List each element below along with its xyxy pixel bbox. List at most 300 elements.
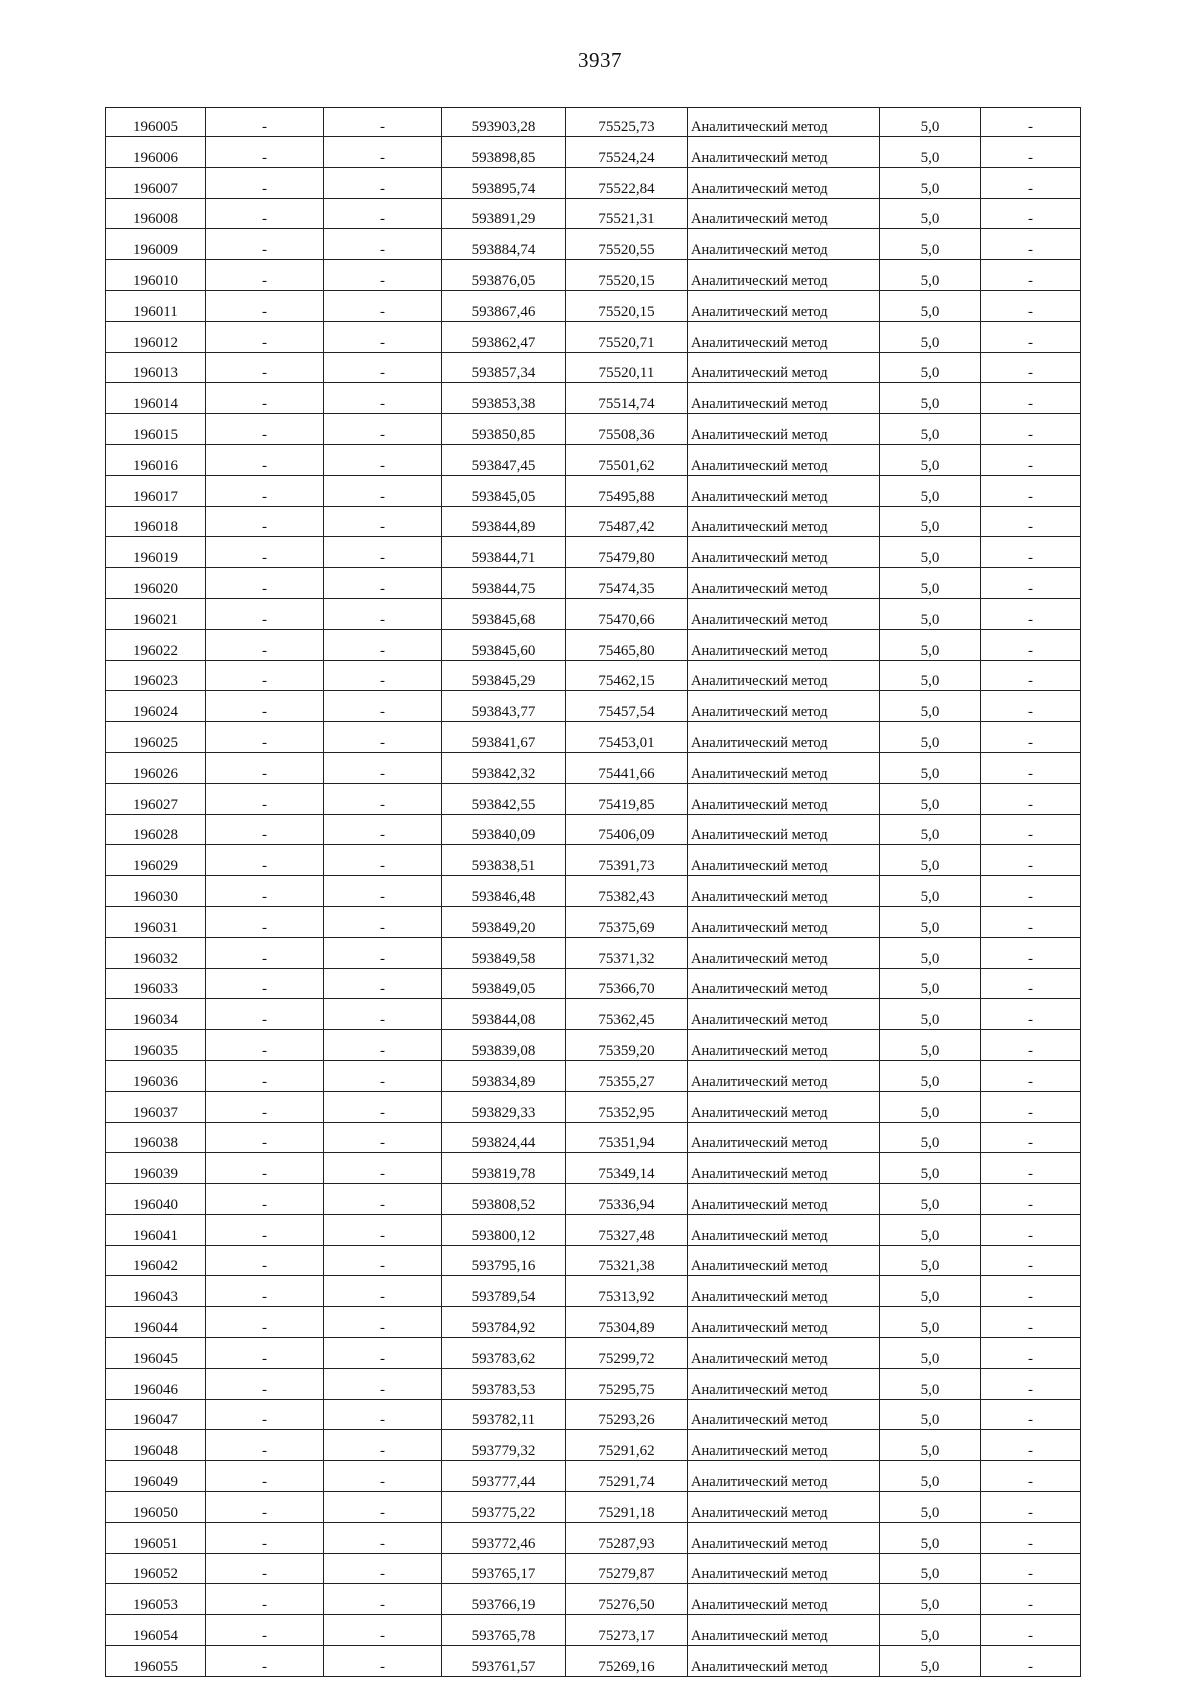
method-cell: Аналитический метод	[688, 1522, 880, 1553]
point-number-cell: 196039	[106, 1153, 206, 1184]
method-cell: Аналитический метод	[688, 137, 880, 168]
x-coordinate-cell: 593857,34	[442, 352, 566, 383]
dash-cell: -	[981, 537, 1081, 568]
point-number-cell: 196042	[106, 1245, 206, 1276]
table-row	[106, 906, 1081, 937]
y-coordinate-cell: 75293,26	[566, 1399, 688, 1430]
y-coordinate-cell: 75391,73	[566, 845, 688, 876]
dash-cell: -	[206, 321, 324, 352]
y-coordinate-cell: 75524,24	[566, 137, 688, 168]
y-coordinate-cell: 75522,84	[566, 167, 688, 198]
method-cell: Аналитический метод	[688, 906, 880, 937]
dash-cell: -	[981, 414, 1081, 445]
table-row	[106, 876, 1081, 907]
dash-cell: -	[324, 1122, 442, 1153]
point-number-cell: 196028	[106, 814, 206, 845]
dash-cell: -	[324, 1522, 442, 1553]
dash-cell: -	[206, 752, 324, 783]
point-number-cell: 196047	[106, 1399, 206, 1430]
y-coordinate-cell: 75508,36	[566, 414, 688, 445]
point-number-cell: 196035	[106, 1030, 206, 1061]
table-row	[106, 1399, 1081, 1430]
method-cell: Аналитический метод	[688, 722, 880, 753]
dash-cell: -	[981, 108, 1081, 137]
dash-cell: -	[324, 1060, 442, 1091]
table-row	[106, 752, 1081, 783]
point-number-cell: 196009	[106, 229, 206, 260]
dash-cell: -	[324, 752, 442, 783]
y-coordinate-cell: 75291,74	[566, 1461, 688, 1492]
y-coordinate-cell: 75375,69	[566, 906, 688, 937]
accuracy-cell: 5,0	[880, 568, 981, 599]
point-number-cell: 196013	[106, 352, 206, 383]
accuracy-cell: 5,0	[880, 1091, 981, 1122]
y-coordinate-cell: 75520,15	[566, 290, 688, 321]
accuracy-cell: 5,0	[880, 752, 981, 783]
dash-cell: -	[206, 660, 324, 691]
accuracy-cell: 5,0	[880, 1522, 981, 1553]
dash-cell: -	[324, 1553, 442, 1584]
table-row	[106, 1522, 1081, 1553]
dash-cell: -	[324, 1399, 442, 1430]
dash-cell: -	[324, 1245, 442, 1276]
x-coordinate-cell: 593891,29	[442, 198, 566, 229]
y-coordinate-cell: 75457,54	[566, 691, 688, 722]
x-coordinate-cell: 593840,09	[442, 814, 566, 845]
y-coordinate-cell: 75269,16	[566, 1646, 688, 1677]
table-row	[106, 999, 1081, 1030]
x-coordinate-cell: 593819,78	[442, 1153, 566, 1184]
y-coordinate-cell: 75525,73	[566, 108, 688, 137]
dash-cell: -	[981, 598, 1081, 629]
accuracy-cell: 5,0	[880, 290, 981, 321]
accuracy-cell: 5,0	[880, 229, 981, 260]
dash-cell: -	[981, 1245, 1081, 1276]
dash-cell: -	[981, 814, 1081, 845]
accuracy-cell: 5,0	[880, 537, 981, 568]
method-cell: Аналитический метод	[688, 383, 880, 414]
accuracy-cell: 5,0	[880, 968, 981, 999]
accuracy-cell: 5,0	[880, 1214, 981, 1245]
dash-cell: -	[324, 1153, 442, 1184]
method-cell: Аналитический метод	[688, 167, 880, 198]
table-row	[106, 1030, 1081, 1061]
y-coordinate-cell: 75520,55	[566, 229, 688, 260]
accuracy-cell: 5,0	[880, 691, 981, 722]
point-number-cell: 196038	[106, 1122, 206, 1153]
dash-cell: -	[206, 414, 324, 445]
table-row	[106, 598, 1081, 629]
method-cell: Аналитический метод	[688, 1122, 880, 1153]
point-number-cell: 196020	[106, 568, 206, 599]
table-row	[106, 198, 1081, 229]
dash-cell: -	[206, 198, 324, 229]
accuracy-cell: 5,0	[880, 198, 981, 229]
dash-cell: -	[981, 198, 1081, 229]
method-cell: Аналитический метод	[688, 108, 880, 137]
table-row	[106, 1615, 1081, 1646]
dash-cell: -	[324, 167, 442, 198]
x-coordinate-cell: 593795,16	[442, 1245, 566, 1276]
dash-cell: -	[206, 783, 324, 814]
dash-cell: -	[206, 1430, 324, 1461]
accuracy-cell: 5,0	[880, 845, 981, 876]
y-coordinate-cell: 75291,18	[566, 1492, 688, 1523]
method-cell: Аналитический метод	[688, 1368, 880, 1399]
x-coordinate-cell: 593841,67	[442, 722, 566, 753]
dash-cell: -	[981, 906, 1081, 937]
table-row	[106, 722, 1081, 753]
table-row	[106, 629, 1081, 660]
dash-cell: -	[324, 1430, 442, 1461]
dash-cell: -	[206, 290, 324, 321]
x-coordinate-cell: 593808,52	[442, 1184, 566, 1215]
y-coordinate-cell: 75479,80	[566, 537, 688, 568]
dash-cell: -	[206, 352, 324, 383]
table-row	[106, 1646, 1081, 1677]
dash-cell: -	[981, 1492, 1081, 1523]
method-cell: Аналитический метод	[688, 537, 880, 568]
dash-cell: -	[981, 137, 1081, 168]
accuracy-cell: 5,0	[880, 137, 981, 168]
method-cell: Аналитический метод	[688, 1461, 880, 1492]
x-coordinate-cell: 593844,08	[442, 999, 566, 1030]
dash-cell: -	[324, 1214, 442, 1245]
accuracy-cell: 5,0	[880, 444, 981, 475]
dash-cell: -	[206, 1368, 324, 1399]
table-row	[106, 691, 1081, 722]
y-coordinate-cell: 75470,66	[566, 598, 688, 629]
dash-cell: -	[981, 444, 1081, 475]
point-number-cell: 196051	[106, 1522, 206, 1553]
accuracy-cell: 5,0	[880, 167, 981, 198]
accuracy-cell: 5,0	[880, 1307, 981, 1338]
method-cell: Аналитический метод	[688, 999, 880, 1030]
point-number-cell: 196032	[106, 937, 206, 968]
dash-cell: -	[981, 352, 1081, 383]
x-coordinate-cell: 593844,75	[442, 568, 566, 599]
accuracy-cell: 5,0	[880, 1615, 981, 1646]
dash-cell: -	[206, 1214, 324, 1245]
dash-cell: -	[981, 660, 1081, 691]
table-row	[106, 475, 1081, 506]
y-coordinate-cell: 75462,15	[566, 660, 688, 691]
accuracy-cell: 5,0	[880, 1338, 981, 1369]
y-coordinate-cell: 75362,45	[566, 999, 688, 1030]
dash-cell: -	[206, 906, 324, 937]
method-cell: Аналитический метод	[688, 845, 880, 876]
dash-cell: -	[324, 137, 442, 168]
accuracy-cell: 5,0	[880, 1153, 981, 1184]
dash-cell: -	[324, 537, 442, 568]
method-cell: Аналитический метод	[688, 198, 880, 229]
table-row	[106, 1276, 1081, 1307]
dash-cell: -	[206, 1153, 324, 1184]
table-row	[106, 137, 1081, 168]
point-number-cell: 196033	[106, 968, 206, 999]
accuracy-cell: 5,0	[880, 906, 981, 937]
dash-cell: -	[206, 999, 324, 1030]
accuracy-cell: 5,0	[880, 1646, 981, 1677]
y-coordinate-cell: 75521,31	[566, 198, 688, 229]
method-cell: Аналитический метод	[688, 568, 880, 599]
accuracy-cell: 5,0	[880, 506, 981, 537]
y-coordinate-cell: 75313,92	[566, 1276, 688, 1307]
table-row	[106, 414, 1081, 445]
x-coordinate-cell: 593862,47	[442, 321, 566, 352]
table-row	[106, 506, 1081, 537]
method-cell: Аналитический метод	[688, 475, 880, 506]
dash-cell: -	[981, 1184, 1081, 1215]
point-number-cell: 196055	[106, 1646, 206, 1677]
dash-cell: -	[206, 1646, 324, 1677]
y-coordinate-cell: 75321,38	[566, 1245, 688, 1276]
table-row	[106, 1214, 1081, 1245]
accuracy-cell: 5,0	[880, 1430, 981, 1461]
dash-cell: -	[206, 108, 324, 137]
point-number-cell: 196029	[106, 845, 206, 876]
dash-cell: -	[206, 568, 324, 599]
y-coordinate-cell: 75465,80	[566, 629, 688, 660]
accuracy-cell: 5,0	[880, 352, 981, 383]
dash-cell: -	[981, 937, 1081, 968]
y-coordinate-cell: 75514,74	[566, 383, 688, 414]
table-row	[106, 1184, 1081, 1215]
dash-cell: -	[981, 1461, 1081, 1492]
table-row	[106, 1492, 1081, 1523]
method-cell: Аналитический метод	[688, 1338, 880, 1369]
accuracy-cell: 5,0	[880, 876, 981, 907]
method-cell: Аналитический метод	[688, 629, 880, 660]
dash-cell: -	[324, 999, 442, 1030]
dash-cell: -	[981, 1214, 1081, 1245]
x-coordinate-cell: 593784,92	[442, 1307, 566, 1338]
method-cell: Аналитический метод	[688, 352, 880, 383]
x-coordinate-cell: 593849,58	[442, 937, 566, 968]
y-coordinate-cell: 75351,94	[566, 1122, 688, 1153]
dash-cell: -	[324, 906, 442, 937]
dash-cell: -	[981, 1338, 1081, 1369]
point-number-cell: 196049	[106, 1461, 206, 1492]
dash-cell: -	[206, 629, 324, 660]
x-coordinate-cell: 593849,20	[442, 906, 566, 937]
x-coordinate-cell: 593779,32	[442, 1430, 566, 1461]
table-row	[106, 845, 1081, 876]
point-number-cell: 196053	[106, 1584, 206, 1615]
x-coordinate-cell: 593847,45	[442, 444, 566, 475]
dash-cell: -	[981, 321, 1081, 352]
accuracy-cell: 5,0	[880, 1399, 981, 1430]
dash-cell: -	[981, 999, 1081, 1030]
y-coordinate-cell: 75304,89	[566, 1307, 688, 1338]
method-cell: Аналитический метод	[688, 1091, 880, 1122]
y-coordinate-cell: 75520,11	[566, 352, 688, 383]
table-row	[106, 321, 1081, 352]
y-coordinate-cell: 75295,75	[566, 1368, 688, 1399]
method-cell: Аналитический метод	[688, 1553, 880, 1584]
y-coordinate-cell: 75520,71	[566, 321, 688, 352]
dash-cell: -	[206, 1276, 324, 1307]
point-number-cell: 196050	[106, 1492, 206, 1523]
table-row	[106, 444, 1081, 475]
x-coordinate-cell: 593845,29	[442, 660, 566, 691]
point-number-cell: 196030	[106, 876, 206, 907]
dash-cell: -	[206, 1030, 324, 1061]
dash-cell: -	[206, 1091, 324, 1122]
point-number-cell: 196007	[106, 167, 206, 198]
dash-cell: -	[324, 783, 442, 814]
dash-cell: -	[206, 1615, 324, 1646]
dash-cell: -	[981, 1430, 1081, 1461]
dash-cell: -	[206, 1338, 324, 1369]
x-coordinate-cell: 593884,74	[442, 229, 566, 260]
method-cell: Аналитический метод	[688, 506, 880, 537]
method-cell: Аналитический метод	[688, 660, 880, 691]
x-coordinate-cell: 593853,38	[442, 383, 566, 414]
dash-cell: -	[324, 1030, 442, 1061]
point-number-cell: 196034	[106, 999, 206, 1030]
dash-cell: -	[324, 1368, 442, 1399]
dash-cell: -	[981, 752, 1081, 783]
point-number-cell: 196018	[106, 506, 206, 537]
x-coordinate-cell: 593834,89	[442, 1060, 566, 1091]
y-coordinate-cell: 75299,72	[566, 1338, 688, 1369]
dash-cell: -	[324, 598, 442, 629]
dash-cell: -	[981, 968, 1081, 999]
accuracy-cell: 5,0	[880, 1492, 981, 1523]
point-number-cell: 196044	[106, 1307, 206, 1338]
table-row	[106, 1461, 1081, 1492]
dash-cell: -	[324, 1276, 442, 1307]
accuracy-cell: 5,0	[880, 722, 981, 753]
point-number-cell: 196014	[106, 383, 206, 414]
point-number-cell: 196037	[106, 1091, 206, 1122]
dash-cell: -	[981, 1122, 1081, 1153]
dash-cell: -	[206, 1522, 324, 1553]
y-coordinate-cell: 75453,01	[566, 722, 688, 753]
method-cell: Аналитический метод	[688, 937, 880, 968]
dash-cell: -	[981, 475, 1081, 506]
table-body	[106, 108, 1081, 1677]
method-cell: Аналитический метод	[688, 876, 880, 907]
table-row	[106, 167, 1081, 198]
method-cell: Аналитический метод	[688, 1399, 880, 1430]
dash-cell: -	[206, 1461, 324, 1492]
accuracy-cell: 5,0	[880, 260, 981, 291]
method-cell: Аналитический метод	[688, 1276, 880, 1307]
dash-cell: -	[324, 1461, 442, 1492]
dash-cell: -	[324, 968, 442, 999]
x-coordinate-cell: 593876,05	[442, 260, 566, 291]
table-row	[106, 1060, 1081, 1091]
point-number-cell: 196011	[106, 290, 206, 321]
table-row	[106, 1091, 1081, 1122]
dash-cell: -	[981, 1399, 1081, 1430]
accuracy-cell: 5,0	[880, 1030, 981, 1061]
dash-cell: -	[981, 1522, 1081, 1553]
y-coordinate-cell: 75273,17	[566, 1615, 688, 1646]
dash-cell: -	[324, 629, 442, 660]
dash-cell: -	[206, 1584, 324, 1615]
table-row	[106, 660, 1081, 691]
x-coordinate-cell: 593844,89	[442, 506, 566, 537]
point-number-cell: 196046	[106, 1368, 206, 1399]
dash-cell: -	[981, 1646, 1081, 1677]
x-coordinate-cell: 593898,85	[442, 137, 566, 168]
point-number-cell: 196052	[106, 1553, 206, 1584]
dash-cell: -	[206, 937, 324, 968]
dash-cell: -	[206, 537, 324, 568]
dash-cell: -	[324, 444, 442, 475]
table-row	[106, 1584, 1081, 1615]
table-row	[106, 260, 1081, 291]
dash-cell: -	[206, 1184, 324, 1215]
x-coordinate-cell: 593846,48	[442, 876, 566, 907]
method-cell: Аналитический метод	[688, 444, 880, 475]
table-row	[106, 1153, 1081, 1184]
y-coordinate-cell: 75371,32	[566, 937, 688, 968]
point-number-cell: 196036	[106, 1060, 206, 1091]
y-coordinate-cell: 75336,94	[566, 1184, 688, 1215]
dash-cell: -	[981, 167, 1081, 198]
dash-cell: -	[324, 108, 442, 137]
accuracy-cell: 5,0	[880, 1122, 981, 1153]
point-number-cell: 196054	[106, 1615, 206, 1646]
table-row	[106, 352, 1081, 383]
accuracy-cell: 5,0	[880, 1553, 981, 1584]
y-coordinate-cell: 75487,42	[566, 506, 688, 537]
dash-cell: -	[324, 722, 442, 753]
dash-cell: -	[324, 660, 442, 691]
point-number-cell: 196043	[106, 1276, 206, 1307]
dash-cell: -	[981, 1276, 1081, 1307]
dash-cell: -	[324, 290, 442, 321]
dash-cell: -	[981, 1615, 1081, 1646]
method-cell: Аналитический метод	[688, 1307, 880, 1338]
x-coordinate-cell: 593839,08	[442, 1030, 566, 1061]
dash-cell: -	[324, 229, 442, 260]
dash-cell: -	[206, 1553, 324, 1584]
dash-cell: -	[981, 629, 1081, 660]
point-number-cell: 196048	[106, 1430, 206, 1461]
table-row	[106, 968, 1081, 999]
method-cell: Аналитический метод	[688, 1245, 880, 1276]
accuracy-cell: 5,0	[880, 660, 981, 691]
dash-cell: -	[324, 845, 442, 876]
dash-cell: -	[324, 1492, 442, 1523]
dash-cell: -	[206, 722, 324, 753]
x-coordinate-cell: 593800,12	[442, 1214, 566, 1245]
dash-cell: -	[981, 783, 1081, 814]
y-coordinate-cell: 75349,14	[566, 1153, 688, 1184]
x-coordinate-cell: 593777,44	[442, 1461, 566, 1492]
point-number-cell: 196022	[106, 629, 206, 660]
x-coordinate-cell: 593895,74	[442, 167, 566, 198]
table-row	[106, 229, 1081, 260]
dash-cell: -	[981, 1368, 1081, 1399]
point-number-cell: 196012	[106, 321, 206, 352]
method-cell: Аналитический метод	[688, 1646, 880, 1677]
accuracy-cell: 5,0	[880, 629, 981, 660]
dash-cell: -	[981, 1553, 1081, 1584]
table-row	[106, 108, 1081, 137]
method-cell: Аналитический метод	[688, 1060, 880, 1091]
y-coordinate-cell: 75520,15	[566, 260, 688, 291]
y-coordinate-cell: 75495,88	[566, 475, 688, 506]
point-number-cell: 196008	[106, 198, 206, 229]
x-coordinate-cell: 593845,60	[442, 629, 566, 660]
x-coordinate-cell: 593843,77	[442, 691, 566, 722]
